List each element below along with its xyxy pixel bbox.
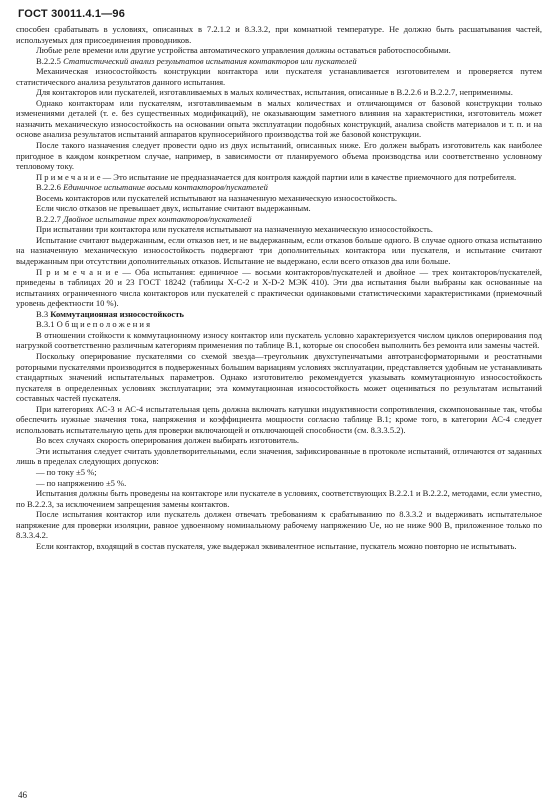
paragraph: Если число отказов не превышает двух, испытание считают выдержанным. (36, 203, 311, 214)
paragraph: B.2.2.7 Двойное испытание трех контакторов/пускателей (36, 213, 252, 224)
paragraph: П р и м е ч а н и е — Это испытание не предназначается для контроля каждой партии или в качестве приемочного для потребителя. (36, 171, 517, 182)
paragraph: При категориях АС-3 и АС-4 испытательная цепь должна включать катушки индуктивности сопротивления, скомпонованные так, чтобы обеспечить нужные значения тока, напряжения и коэффициента мощности согласно таблице В.1; кроме того, в категории АС-4 следует использовать испытательную цепь для проверки включающей и отключающей способности (см. 8.3.3.5.2). (16, 403, 542, 435)
paragraph: Любые реле времени или другие устройства автоматического управления должны оставаться работоспособными. (36, 45, 451, 56)
paragraph: После испытания контактор или пускатель должен отвечать требованиям к срабатыванию по 8.3.3.2 и выдерживать испытательное напряжение для проверки изоляции, равное удвоенному номинальному рабочему напряжению Ue, но не ниже 900 В, приложенное только по 8.3.3.4.2. (16, 509, 542, 541)
paragraph: При испытании три контактора или пускателя испытывают на назначенную механическую износостойкость. (36, 224, 433, 235)
paragraph: B.2.2.6 Единичное испытание восьми контакторов/пускателей (36, 182, 268, 193)
paragraph: Механическая износостойкость конструкции контактора или пускателя устанавливается изготовителем и проверяется путем статистического анализа результатов данного испытания. (16, 66, 542, 87)
paragraph: П р и м е ч а н и е — Оба испытания: единичное — восьми контакторов/пускателей и двойное — трех контакторов/пускателей, приведены в таблицах 20 и 23 ГОСТ 18242 (таблицы Х-С-2 и Х-D-2 МЭК 410). Эти два испытания были выбраны как основанные на испытаниях ограниченного числа контакторов или пускателей с практически одинаковыми статистическими характеристиками (приемочный уровень дефектности 10 %). (16, 266, 542, 309)
paragraph: Во всех случаях скорость оперирования должен выбирать изготовитель. (36, 435, 300, 446)
paragraph: Эти испытания следует считать удовлетворительными, если значения, зафиксированные в протоколе испытаний, отличаются от заданных лишь в пределах следующих допусков: (16, 445, 542, 467)
standard-header: ГОСТ 30011.4.1—96 (18, 8, 126, 20)
paragraph: Для контакторов или пускателей, изготавливаемых в малых количествах, испытания, описанные в В.2.2.6 и В.2.2.7, неприменимы. (36, 87, 513, 98)
paragraph: Испытание считают выдержанным, если отказов нет, и не выдержанным, если отказов больше одного. В случае одного отказа испытанию на назначенную механическую износостойкость подвергают три дополнительных контактора или пускателя, и испытание считают выдержанным при отсутствии дополнительных отказов. Испытание не выдержано, если всего отказов два или больше. (16, 234, 542, 267)
paragraph: Испытания должны быть проведены на контакторе или пускателе в условиях, соответствующих В.2.2.1 и В.2.2.2, методами, если уместно, по В.2.2.3, за исключением запрещения замены контактов. (16, 488, 542, 509)
paragraph: Однако контакторам или пускателям, изготавливаемым в малых количествах и отличающимся от базовой конструкции только изменениями деталей (т. е. без существенных модификаций), не оказывающим заметного влияния на характеристики, изготовитель может назначить механическую износостойкость на основании опыта эксплуатации подобных конструкций, анализа свойств материалов и т. п. и на основе анализа результатов испытаний аппаратов крупносерийного производства той же базовой конструкции. (16, 97, 542, 140)
paragraph: — по напряжению ±5 %. (36, 477, 127, 488)
paragraph: В отношении стойкости к коммутационному износу контактор или пускатель условно характеризуется числом циклов оперирования под нагрузкой соответственно различным категориям применения по таблице В.1, которые он способен выполнить без ремонта или замены частей. (16, 329, 542, 351)
paragraph: B.3.1 О б щ и е п о л о ж е н и я (36, 319, 151, 330)
paragraph: Если контактор, входящий в состав пускателя, уже выдержал эквивалентное испытание, пускатель можно повторно не испытывать. (36, 540, 517, 551)
paragraph: способен срабатывать в условиях, описанных в 7.2.1.2 и 8.3.3.2, при комнатной температуре. Не должно быть расшатывания частей, используемых для присоединения проводников. (16, 24, 542, 45)
paragraph: B.3 Коммутационная износостойкость (36, 308, 184, 319)
paragraph: Восемь контакторов или пускателей испытывают на назначенную механическую износостойкость. (36, 192, 398, 203)
paragraph: B.2.2.5 Статистический анализ результатов испытания контакторов или пускателей (36, 55, 357, 66)
paragraph: После такого назначения следует провести одно из двух испытаний, описанных ниже. Его должен выбрать изготовитель как наиболее пригодное в каждом конкретном случае, например, в зависимости от планируемого объема производства или соответственно условному тепловому току. (16, 140, 542, 172)
document-body (16, 24, 542, 551)
page-number: 46 (18, 790, 27, 800)
paragraph: — по току ±5 %; (36, 466, 97, 477)
paragraph: Поскольку оперирование пускателями со схемой звезда—треугольник двухступенчатыми автотрансформаторными и реостатными роторными пускателями производится в подверженных большим вариациям условиях эксплуатации, представляется удобным не устанавливать стандартных значений испытательных параметров. Однако изготовителю рекомендуется указывать коммутационную износостойкость пускателя в определенных условиях эксплуатации; эта коммутационная износостойкость может оцениваться по результатам испытаний составных частей пускателя. (16, 350, 542, 404)
